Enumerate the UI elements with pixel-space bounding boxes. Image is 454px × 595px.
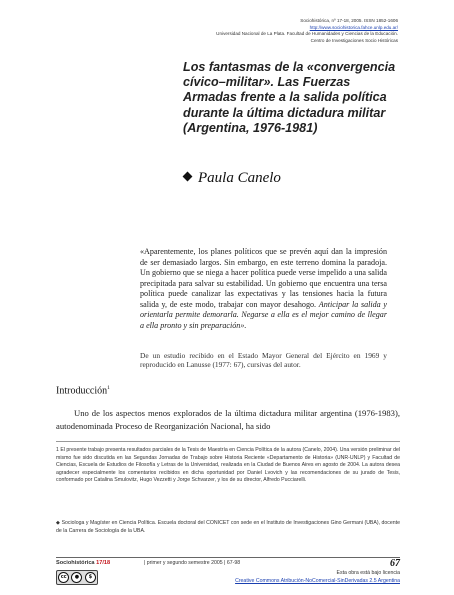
footnote-author: ◆ Sociologa y Magíster en Ciencia Política. Escuela doctoral del CONICET con sede en el Instituto de Investigaciones Gino Germani (UBA), docente de la Carrera de Sociología de la UBA. [56,520,400,534]
article-author [184,170,384,187]
journal-university: Universidad Nacional de La Plata. Facultad de Humanidades y Ciencias de la Educación. [216,31,398,37]
epigraph-source: De un estudio recibido en el Estado Mayor General del Ejército en 1969 y reproducido en Lanusse (1977: 67), cursivas del autor. [140,351,387,370]
footer-divider [56,557,400,558]
footnote-ref[interactable]: 1 [107,385,110,391]
journal-name: Sociohistórica [56,560,95,566]
section-heading [56,385,110,396]
journal-url-link[interactable]: http://www.sociohistorica.fahce.unlp.edu.ar/ [309,24,398,30]
author-name: Paula Canelo [198,170,281,186]
noncommercial-icon: $ [85,572,96,583]
journal-header [138,18,398,44]
footer-brand [56,560,110,566]
body-paragraph: Uno de los aspectos menos explorados de la última dictadura militar argentina (1976-1983), autodenominada Proceso de Reorganización Nacional, ha sido [56,408,400,432]
body-text [56,407,400,433]
article-title: Los fantasmas de la «convergencia cívico–militar». Las Fuerzas Armadas frente a la salida política durante la última dictadura militar (Argentina, 1976-1981) [183,60,396,135]
section-heading-text: Introducción [56,385,108,397]
epigraph-text: «Aparentemente, los planes políticos que se prevén aquí dan la impresión de ser demasiado largos. Sin embargo, en este terreno domina la paradoja. Un gobierno que se niega a hacer política puede verse impelido a una salida precipitada para salvar su estabilidad. Un gobierno que encuentra una tersa política puede canalizar las expectativas y las tensiones hacia la futura salida y, de este modo, trabajar con mayor desahogo. [140,247,387,309]
journal-citation: Sociohistórica, nº 17-18, 2005. ISSN 1852-1606 [300,18,398,23]
footnote-1: 1 El presente trabajo presenta resultados parciales de la Tesis de Maestría en Ciencia Política de la autora (Canelo, 2004). Una versión preliminar del mismo fue sido discutida en las Segundas Jornadas de Trabajo sobre Historia Reciente «Departamento de Historia» (UNR-UNLP) y Facultad de Ciencias, Escuela de Estudios de Filosofía y Letras de la Universidad, realizada en la Ciudad de Buenos Aires en agosto de 2004. La autora desea agradecer especialmente los comentarios recibidos en dicha oportunidad por Daniel Lvovich y las recomendaciones de su jurado de Tesis, conformado por Catalina Smulovitz, Hugo Vezzetti y Jorge Schvarzer, y los de su director, Alfredo Pucciarelli. [56,447,400,484]
license-note: Esta obra está bajo licencia [336,570,400,576]
page-number: 67 [390,558,400,569]
cc-icon: cc [58,572,69,583]
footnote-divider [56,441,400,442]
page-footer [56,560,400,590]
issue-number: 17/18 [96,560,111,566]
license-link[interactable]: Creative Commons Atribución-NoComercial-SinDerivadas 2.5 Argentina [235,578,400,584]
epigraph-italic-text: Anticipar la salida y orientarla permite demorarla. Negarse a ella es el mejor camino de llegar a ella pronto y sin preparación». [140,299,387,330]
epigraph [140,247,387,331]
journal-center: Centro de Investigaciones Socio Históricas [310,37,398,43]
footer-meta: | primer y segundo semestre 2005 | 67-98 [144,560,241,566]
diamond-bullet-icon [183,172,193,182]
cc-license-badge[interactable] [56,570,98,585]
attribution-icon: ● [71,572,82,583]
